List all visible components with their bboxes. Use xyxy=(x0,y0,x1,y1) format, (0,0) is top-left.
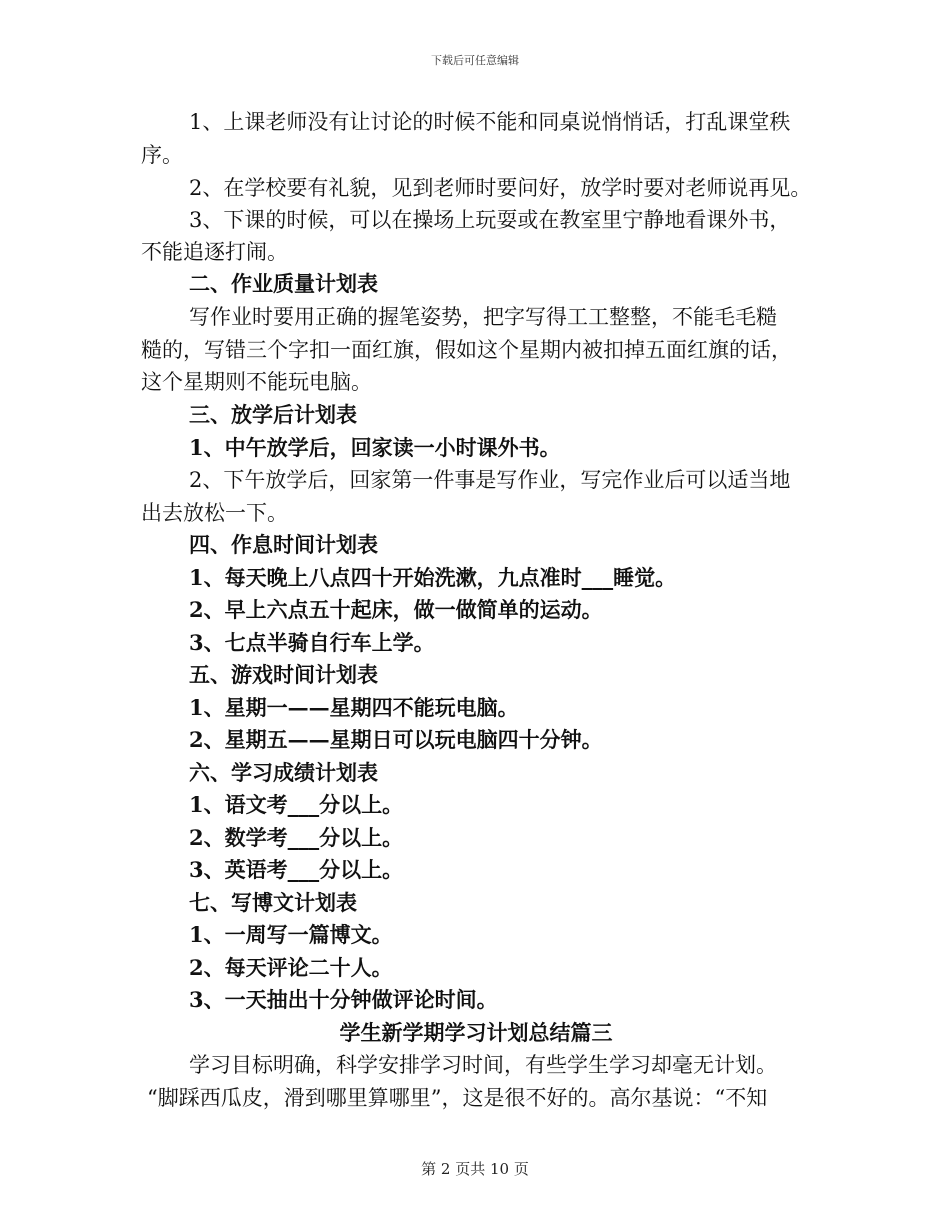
text-line: 2、在学校要有礼貌，见到老师时要问好，放学时要对老师说再见。 xyxy=(189,176,812,200)
page-footer: 第 2 页共 10 页 xyxy=(421,1160,529,1178)
section-heading: 七、写博文计划表 xyxy=(189,890,357,915)
text-line: 学习目标明确，科学安排学习时间，有些学生学习却毫无计划。 xyxy=(189,1053,777,1077)
text-line: 2、每天评论二十人。 xyxy=(189,955,393,980)
text-line: 2、下午放学后，回家第一件事是写作业，写完作业后可以适当地 xyxy=(189,468,791,492)
section-heading: 五、游戏时间计划表 xyxy=(189,662,378,687)
text-line: 出去放松一下。 xyxy=(141,501,288,525)
text-line: 这个星期则不能玩电脑。 xyxy=(141,370,372,394)
text-line: 1、一周写一篇博文。 xyxy=(189,922,393,947)
text-line: 写作业时要用正确的握笔姿势，把字写得工工整整，不能毛毛糙 xyxy=(189,305,777,329)
text-line: 1、星期一——星期四不能玩电脑。 xyxy=(189,695,519,720)
text-line: “脚踩西瓜皮，滑到哪里算哪里”，这是很不好的。高尔基说：“不知 xyxy=(147,1086,768,1110)
text-line: 3、下课的时候，可以在操场上玩耍或在教室里宁静地看课外书， xyxy=(189,208,791,232)
text-line: 1、语文考___分以上。 xyxy=(189,792,404,817)
section-heading: 六、学习成绩计划表 xyxy=(189,760,378,785)
text-line: 2、数学考___分以上。 xyxy=(189,825,404,850)
text-line: 3、一天抽出十分钟做评论时间。 xyxy=(189,987,498,1012)
text-line: 2、星期五——星期日可以玩电脑四十分钟。 xyxy=(189,727,603,752)
text-line: 3、七点半骑自行车上学。 xyxy=(189,630,435,655)
text-line: 1、上课老师没有让讨论的时候不能和同桌说悄悄话，打乱课堂秩 xyxy=(189,110,791,134)
section-heading: 四、作息时间计划表 xyxy=(189,532,378,557)
section-heading: 二、作业质量计划表 xyxy=(189,271,378,296)
text-line: 2、早上六点五十起床，做一做简单的运动。 xyxy=(189,597,603,622)
text-line: 1、中午放学后，回家读一小时课外书。 xyxy=(189,435,561,460)
text-line: 糙的，写错三个字扣一面红旗，假如这个星期内被扣掉五面红旗的话， xyxy=(141,338,792,362)
text-line: 序。 xyxy=(141,143,183,167)
text-line: 3、英语考___分以上。 xyxy=(189,857,404,882)
text-line: 1、每天晚上八点四十开始洗漱，九点准时___睡觉。 xyxy=(189,565,677,590)
chapter-title: 学生新学期学习计划总结篇三 xyxy=(339,1020,613,1045)
section-heading: 三、放学后计划表 xyxy=(189,402,357,427)
page-header: 下载后可任意编辑 xyxy=(431,54,519,67)
text-line: 不能追逐打闹。 xyxy=(141,240,288,264)
